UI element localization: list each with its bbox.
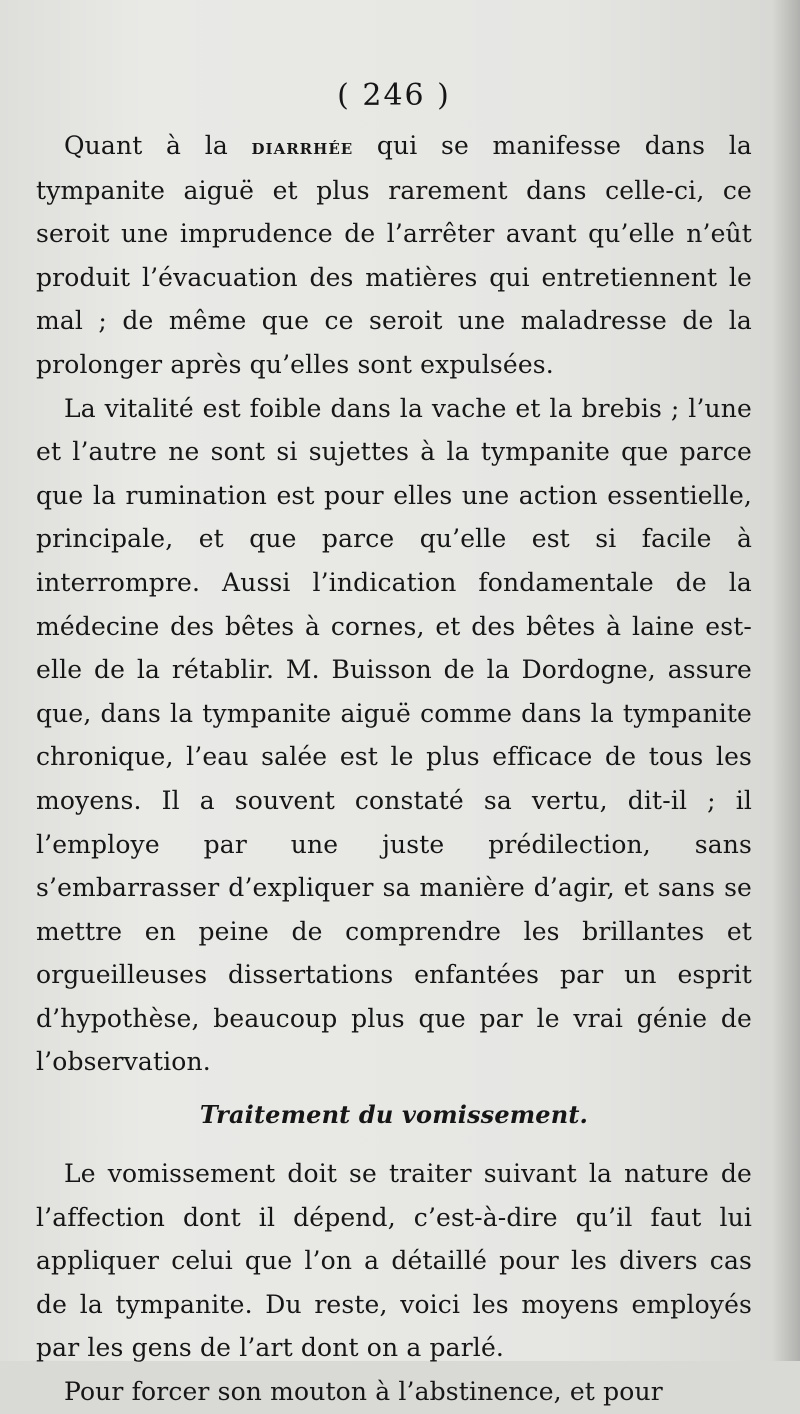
paragraph-vomissement: Le vomissement doit se traiter suivant la nature de l’affection dont il dépend, c’est-à-dire qu’il faut lui appliquer celui que l’on a détaillé pour les divers cas de la tympanite. Du reste, voici les moyens employés par les gens de l’art dont on a parlé. <box>36 1159 752 1363</box>
paragraph-vitalite: La vitalité est foible dans la vache et la brebis ; l’une et l’autre ne sont si sujettes à la tympanite que parce que la rumination est pour elles une action essentielle, principale, et que parce qu’elle est si facile à interrompre. Aussi l’indication fondamentale de la médecine des bêtes à cornes, et des bêtes à laine est-elle de la rétablir. M. Buisson de la Dordogne, assure que, dans la tympanite aiguë comme dans la tympanite chronique, l’eau salée est le plus efficace de tous les moyens. Il a souvent constaté sa vertu, dit-il ; il l’employe par une juste prédilection, sans s’embarrasser d’expliquer sa manière d’agir, et sans se mettre en peine de comprendre les brillantes et orgueilleuses dissertations enfantées par un esprit d’hypothèse, beaucoup plus que par le vrai génie de l’observation. <box>36 393 752 1077</box>
paragraph-1-start: Quant à la <box>64 131 252 160</box>
page-edge-shadow <box>772 0 800 1361</box>
term-diarrhee: diarrhée <box>251 134 354 159</box>
page-number: ( 246 ) <box>337 78 451 113</box>
paragraph-abstinence: Pour forcer son mouton à l’abstinence, et pour <box>64 1377 663 1407</box>
page-text-block <box>36 70 752 1414</box>
paragraph-diarrhee <box>36 124 752 387</box>
paragraph-1-rest: qui se manifesse dans la tympanite aiguë et plus rarement dans celle-ci, ce seroit une imprudence de l’arrêter avant qu’elle n’eût produit l’évacuation des matières qui entretiennent le mal ; de même que ce seroit une maladresse de la prolonger après qu’elles sont expulsées. <box>36 131 752 379</box>
section-heading-vomissement: Traitement du vomissement. <box>199 1100 589 1130</box>
